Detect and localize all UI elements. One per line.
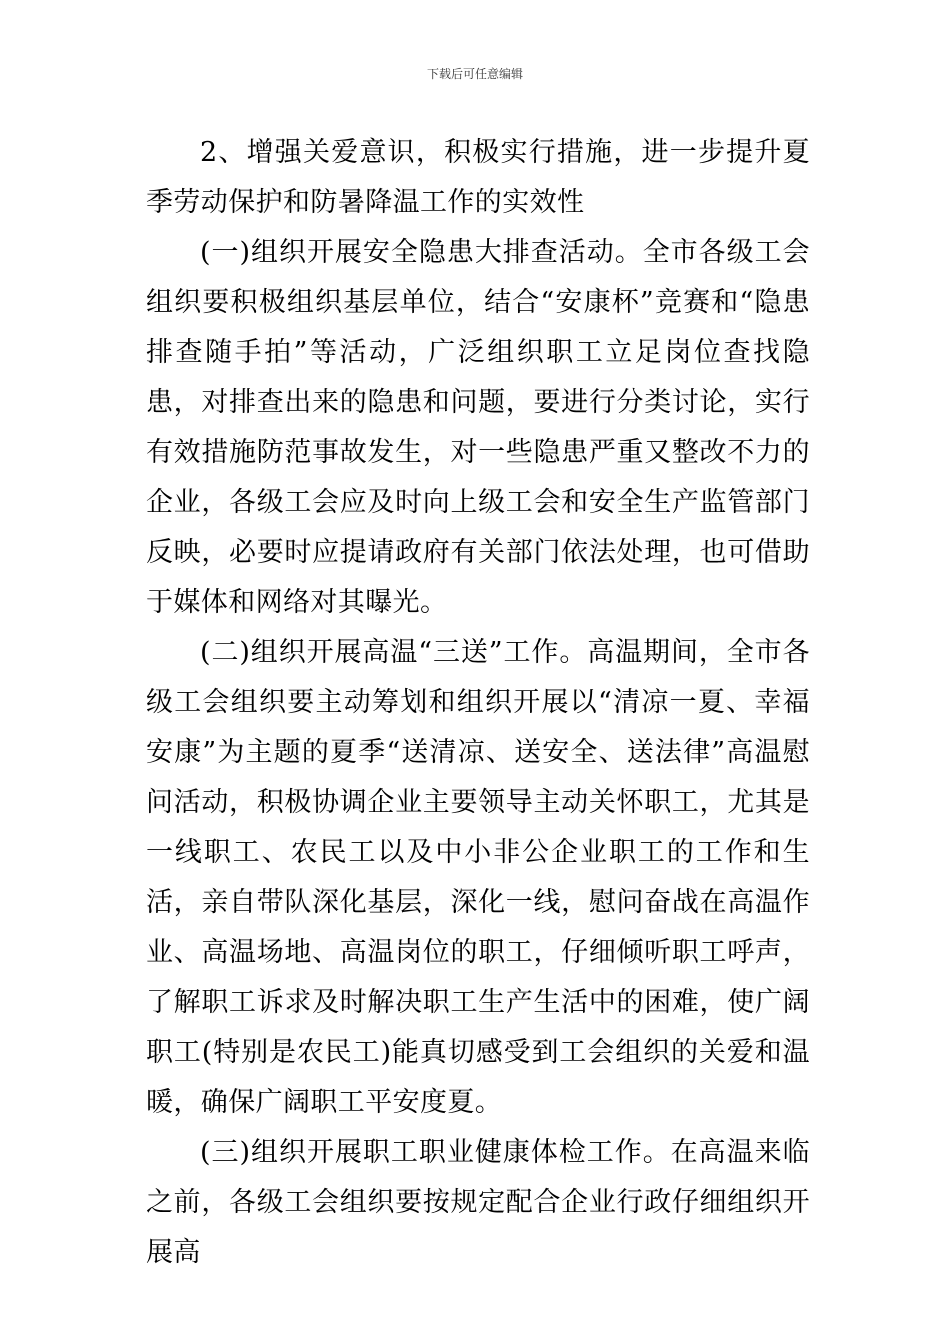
body-paragraph-3: (三)组织开展职工职业健康体检工作。在高温来临之前，各级工会组织要按规定配合企业行政仔细组织开展高 [146, 1137, 810, 1268]
page-header-note: 下载后可任意编辑 [426, 67, 523, 81]
body-paragraph-1: (一)组织开展安全隐患大排查活动。全市各级工会组织要积极组织基层单位，结合“安康杯”竞赛和“隐患排查随手拍”等活动，广泛组织职工立足岗位查找隐患，对排查出来的隐患和问题，要进行分类讨论，实行有效措施防范事故发生，对一些隐患严重又整改不力的企业，各级工会应及时向上级工会和安全生产监管部门反映，必要时应提请政府有关部门依法处理，也可借助于媒体和网络对其曝光。 [146, 237, 810, 618]
document-body [146, 128, 810, 1278]
section-heading-paragraph: 2、增强关爱意识，积极实行措施，进一步提升夏季劳动保护和防暑降温工作的实效性 [146, 137, 810, 218]
body-paragraph-2: (二)组织开展高温“三送”工作。高温期间，全市各级工会组织要主动筹划和组织开展以“清凉一夏、幸福安康”为主题的夏季“送清凉、送安全、送法律”高温慰问活动，积极协调企业主要领导主动关怀职工，尤其是一线职工、农民工以及中小非公企业职工的工作和生活，亲自带队深化基层，深化一线，慰问奋战在高温作业、高温场地、高温岗位的职工，仔细倾听职工呼声，了解职工诉求及时解决职工生产生活中的困难，使广阔职工(特别是农民工)能真切感受到工会组织的关爱和温暖，确保广阔职工平安度夏。 [146, 637, 810, 1118]
